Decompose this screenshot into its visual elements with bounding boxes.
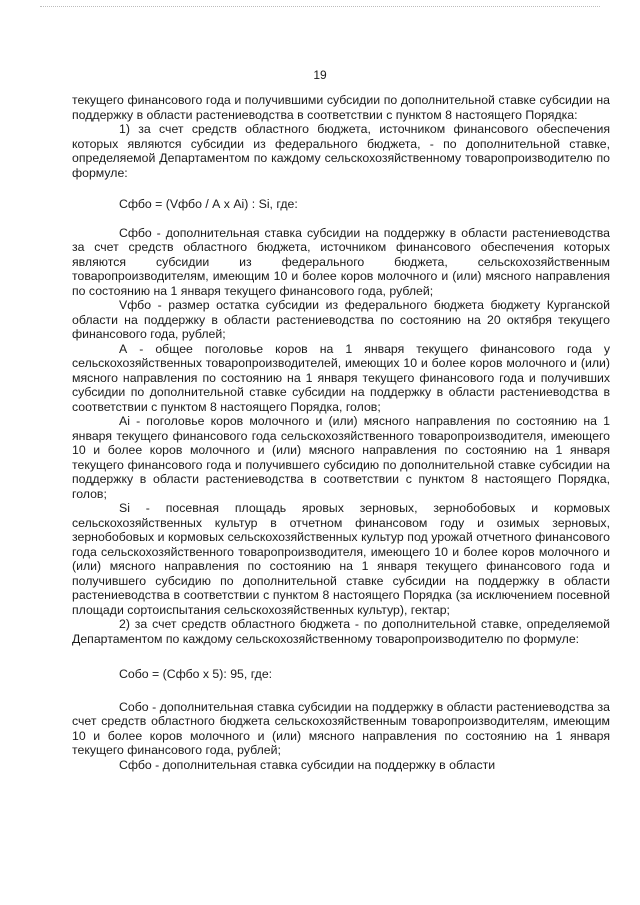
scan-artifact-line xyxy=(40,6,600,7)
definition-sfbo: Сфбо - дополнительная ставка субсидии на поддержку в области растениеводства за счет средств областного бюджета, источником финансового обеспечения которых являются субсидии из федерального бюджета, сельскохозяйственным товаропроизводителям, имеющим 10 и более коров молочного и (или) мясного направления по состоянию на 1 января текущего финансового года, рублей; xyxy=(72,225,610,298)
paragraph-item-2: 2) за счет средств областного бюджета - по дополнительной ставке, определяемой Департаментом по каждому сельскохозяйственному товаропроизводителю по формуле: xyxy=(72,617,610,646)
paragraph-intro: текущего финансового года и получившими субсидии по дополнительной ставке субсидии на поддержку в области растениеводства в соответствии с пунктом 8 настоящего Порядка: xyxy=(72,93,610,122)
document-body xyxy=(72,93,610,772)
definition-a: А - общее поголовье коров на 1 января текущего финансового года у сельскохозяйственных товаропроизводителей, имеющих 10 и более коров молочного и (или) мясного направления по состоянию на 1 января текущего финансового года и получивших субсидии по дополнительной ставке субсидии на поддержку в области растениеводства в соответствии с пунктом 8 настоящего Порядка, голов; xyxy=(72,341,610,414)
formula-sobo: Собо = (Сфбо x 5): 95, где: xyxy=(119,667,273,681)
paragraph-item-1: 1) за счет средств областного бюджета, источником финансового обеспечения которых являются субсидии из федерального бюджета, - по дополнительной ставке, определяемой Департаментом по каждому сельскохозяйственному товаропроизводителю по формуле: xyxy=(72,122,610,180)
definition-sfbo-continued: Сфбо - дополнительная ставка субсидии на поддержку в области xyxy=(119,757,496,772)
page-number: 19 xyxy=(313,68,327,82)
definition-vfbo: Vфбо - размер остатка субсидии из федерального бюджета бюджету Курганской области на поддержку в области растениеводства по состоянию на 20 октября текущего финансового года, рублей; xyxy=(72,298,610,341)
definition-si: Si - посевная площадь яровых зерновых, зернобобовых и кормовых сельскохозяйственных культур в отчетном финансовом году и озимых зерновых, зернобобовых и кормовых сельскохозяйственных культур под урожай отчетного финансового года сельскохозяйственного товаропроизводителя, имеющего 10 и более коров молочного и (или) мясного направления по состоянию на 1 января текущего финансового года и получившего субсидию по дополнительной ставке субсидии на поддержку в области растениеводства в соответствии с пунктом 8 настоящего Порядка (за исключением посевной площади сортоиспытания сельскохозяйственных культур), гектар; xyxy=(72,501,610,617)
formula-sfbo: Сфбо = (Vфбо / А x Аi) : Si, где: xyxy=(119,197,298,211)
definition-ai: Аi - поголовье коров молочного и (или) мясного направления по состоянию на 1 января текущего финансового года сельскохозяйственного товаропроизводителя, имеющего 10 и более коров молочного и (или) мясного направления по состоянию на 1 января текущего финансового года и получившего субсидию по дополнительной ставке субсидии на поддержку в области растениеводства в соответствии с пунктом 8 настоящего Порядка, голов; xyxy=(72,414,610,501)
definition-sobo: Собо - дополнительная ставка субсидии на поддержку в области растениеводства за счет средств областного бюджета сельскохозяйственным товаропроизводителям, имеющим 10 и более коров молочного и (или) мясного направления по состоянию на 1 января текущего финансового года, рублей; xyxy=(72,699,610,757)
